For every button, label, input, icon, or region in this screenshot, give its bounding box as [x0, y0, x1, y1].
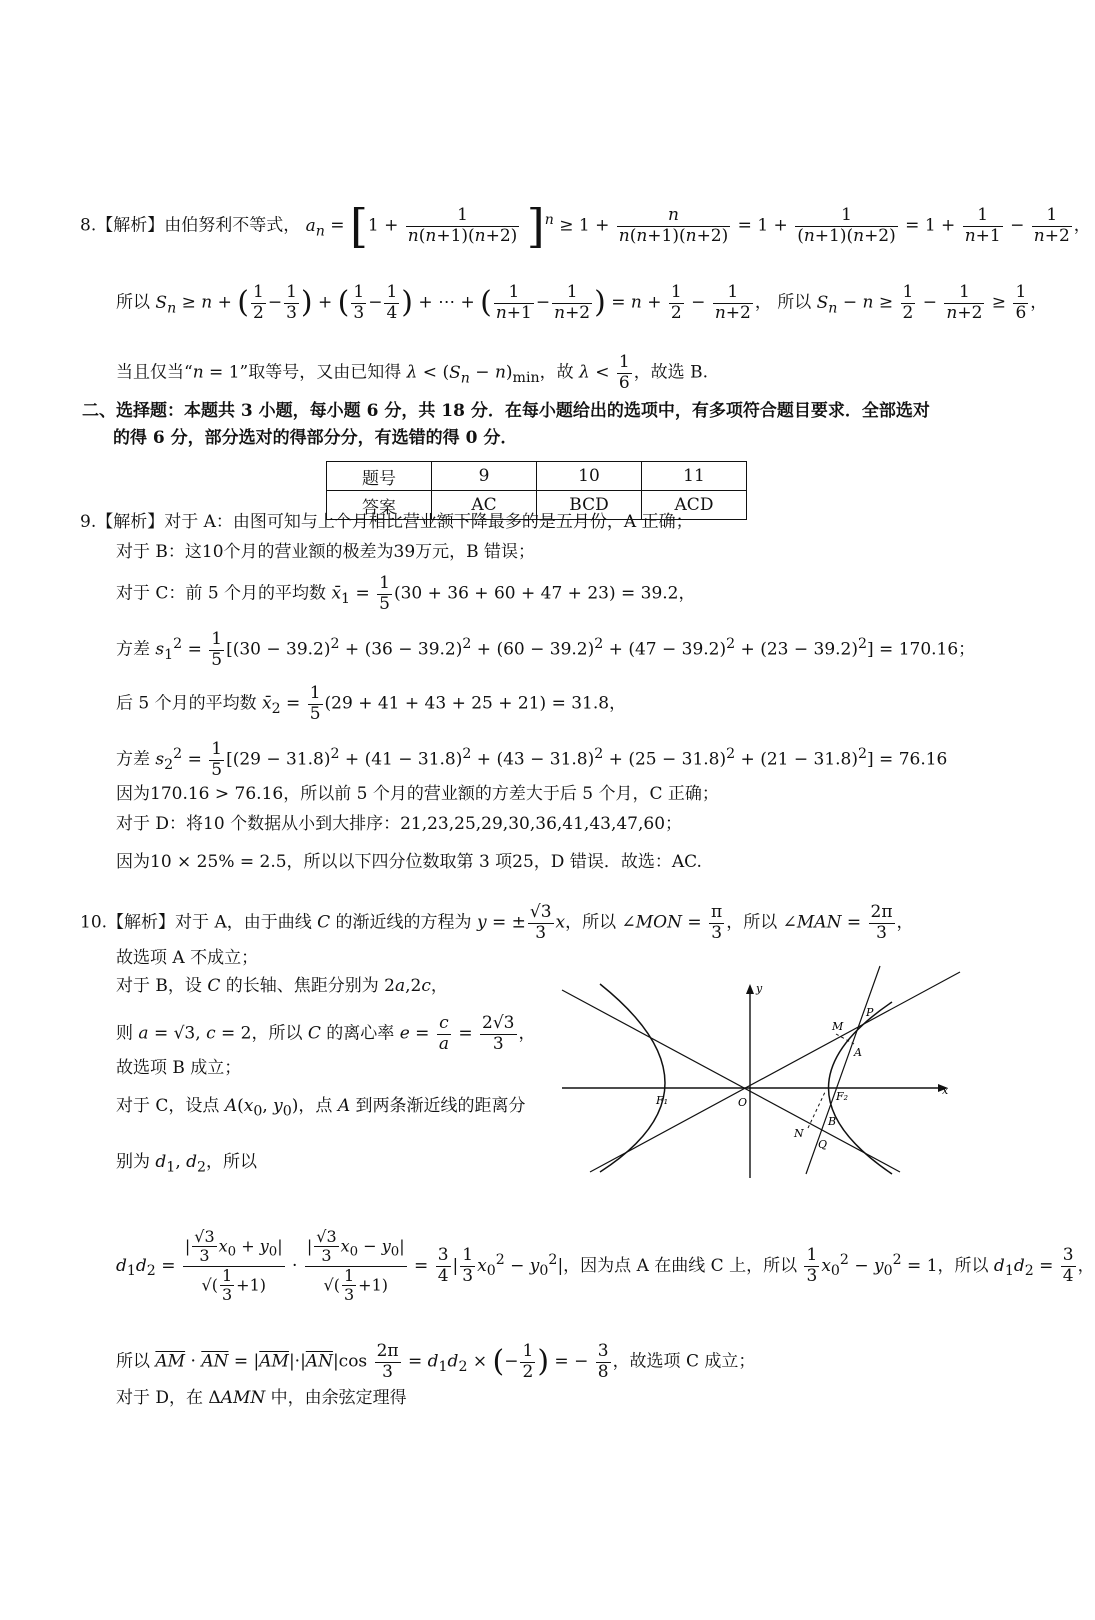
- q10-line10: 对于 D，在 ΔAMN 中，由余弦定理得: [116, 1388, 407, 1408]
- y-axis-arrow: [746, 984, 754, 994]
- q8-line2: 所以 $S_n \ge n$ + ( $\frac{1}{2}$ − $\frac{1}{3}$ ) + ( $\frac{1}{3}$ − $\frac{1}{4}$ ) + ⋯ + ( $\frac{1}{n+1}$ − $\frac{1}{n+2}$ ) = n + $\frac{1}{2}$ − $\frac{1}{n+2}$ ， 所以 $S_n - n$ ≥ $\frac{1}{2}$ − $\frac{1}{n+2}$ ≥ $\frac{1}{6}$ ，: [116, 282, 1048, 323]
- q10-line8-mid: ，因为点 A 在曲线 C 上，所以: [563, 1255, 798, 1276]
- q10-line8-tail: ，所以: [937, 1255, 989, 1276]
- label-F1: F₁: [656, 1094, 669, 1107]
- table-cell: BCD: [537, 491, 642, 520]
- table-cell: 答案: [327, 491, 432, 520]
- q10-line2: 故选项 A 不成立；: [116, 948, 259, 968]
- hyperbola-left-branch: [600, 984, 665, 1172]
- q10-line6: 对于 C，设点 $A(x_0$, $y_0$)，点 A 到两条渐近线的距离分: [116, 1096, 526, 1120]
- q10-line7: 别为 $d_1$, $d_2$，所以: [116, 1152, 258, 1176]
- hyperbola-figure: [570, 982, 960, 1187]
- table-cell: 9: [432, 462, 537, 491]
- q9-line8: 对于 D：将10 个数据从小到大排序：21,23,25,29,30,36,41,43,47,60；: [116, 814, 683, 834]
- label-B: B: [828, 1115, 837, 1128]
- q10-line8: $d_1d_2$ = | $\frac{√3}{3}$ $x_0 + y_0|$ √( $\frac{1}{3}$ +1) · | $\frac{√3}{3}$ $x_0 - y_0|$ √( $\frac{1}{3}$ +1) = $\frac{3}{4}$ | $\frac{1}{3}$ $x_0^2 - y_0^2|$，因为点 A 在曲线 C 上，所以 $\frac{1}{3}$ $x_0^2 - y_0^2 = 1$，所以 $d_1d_2$ = $\frac{3}{4}$ ，: [116, 1227, 1095, 1305]
- q8-line1: 8.【解析】由伯努利不等式， $a_n = [1$ + $\frac{1}{n(n+1)(n+2)}$ ]$^n$ ≥ 1 + $\frac{n}{n(n+1)(n+2)}$ = 1 + $\frac{1}{(n+1)(n+2)}$ = 1 + $\frac{1}{n+1}$ − $\frac{1}{n+2}$ ，: [80, 199, 1091, 254]
- table-cell: AC: [432, 491, 537, 520]
- table-cell: 11: [642, 462, 747, 491]
- q9-line1: 9.【解析】对于 A：由图可知与上个月相比营业额下降最多的是五月份，A 正确；: [80, 512, 693, 532]
- table-cell: 题号: [327, 462, 432, 491]
- dashed-segment-2: [808, 1090, 826, 1128]
- table-cell: ACD: [642, 491, 747, 520]
- asymptote-2: [590, 972, 960, 1172]
- q10-line9: 所以 $\overline{AM} \cdot \overline{AN} = |\overline{AM}|\cdot|\overline{AN}|\cos$ $\frac{2\pi}{3}$ = $d_1d_2$ × (− $\frac{1}{2}$ ) = − $\frac{3}{8}$ ，故选项 C 成立；: [116, 1341, 756, 1382]
- section2-line1: 二、选择题：本题共 3 小题，每小题 6 分，共 18 分．在每小题给出的选项中，有多项符合题目要求．全部选对: [82, 401, 930, 421]
- label-x: x: [942, 1084, 949, 1097]
- table-cell: 10: [537, 462, 642, 491]
- asymptote-1: [562, 990, 900, 1172]
- label-P: P: [866, 1006, 874, 1019]
- q9-line3: 对于 C：前 5 个月的平均数 $x̄_1$ = $\frac{1}{5}$ (30 + 36 + 60 + 47 + 23) = 39.2，: [116, 573, 696, 614]
- q8-label: 8.【解析】由伯努利不等式，: [80, 215, 301, 236]
- label-y: y: [756, 982, 763, 995]
- label-M: M: [832, 1020, 844, 1033]
- q8-line3: 当且仅当“n = 1”取等号，又由已知得 $\lambda < (S_n - n)_{min}$，故 λ < $\frac{1}{6}$ ，故选 B.: [116, 352, 708, 393]
- q9-line7: 因为170.16 > 76.16，所以前 5 个月的营业额的方差大于后 5 个月，C 正确；: [116, 784, 719, 804]
- q9-line2: 对于 B：这10个月的营业额的极差为39万元，B 错误；: [116, 542, 536, 562]
- q10-line5: 故选项 B 成立；: [116, 1058, 242, 1078]
- q9-line4: 方差 $s_1^2$ = $\frac{1}{5}$ $[(30 - 39.2)^2 + (36 - 39.2)^2 + (60 - 39.2)^2 + (47 - 39.2)^2 + (23 - 39.2)^2] = 170.16$；: [116, 629, 976, 670]
- label-A: A: [854, 1046, 862, 1059]
- table-row: [327, 462, 747, 491]
- label-N: N: [794, 1127, 804, 1140]
- q10-line4: 则 a = √3, c = 2，所以 C 的离心率 e = $\frac{c}{a}$ = $\frac{2√3}{3}$ ，: [116, 1013, 536, 1054]
- q9-line5: 后 5 个月的平均数 $x̄_2$ = $\frac{1}{5}$ (29 + 41 + 43 + 25 + 21) = 31.8，: [116, 683, 627, 724]
- section2-line2: 的得 6 分，部分选对的得部分分，有选错的得 0 分．: [113, 428, 518, 448]
- q9-line6: 方差 $s_2^2$ = $\frac{1}{5}$ $[(29 - 31.8)^2 + (41 - 31.8)^2 + (43 - 31.8)^2 + (25 - 31.8)^2 + (21 - 31.8)^2] = 76.16$: [116, 739, 948, 780]
- q10-line3: 对于 B，设 C 的长轴、焦距分别为 2a,2c，: [116, 976, 448, 996]
- label-Q: Q: [818, 1138, 828, 1151]
- label-F2: F₂: [836, 1090, 849, 1103]
- q9-line9: 因为10 × 25% = 2.5，所以以下四分位数取第 3 项25，D 错误．故选：AC.: [116, 852, 702, 872]
- label-O: O: [738, 1096, 748, 1109]
- q10-line1: 10.【解析】对于 A，由于曲线 C 的渐近线的方程为 y = ± $\frac{√3}{3}$ x，所以 ∠MON = $\frac{\pi}{3}$ ，所以 ∠MAN = $\frac{2\pi}{3}$ ，: [80, 902, 914, 943]
